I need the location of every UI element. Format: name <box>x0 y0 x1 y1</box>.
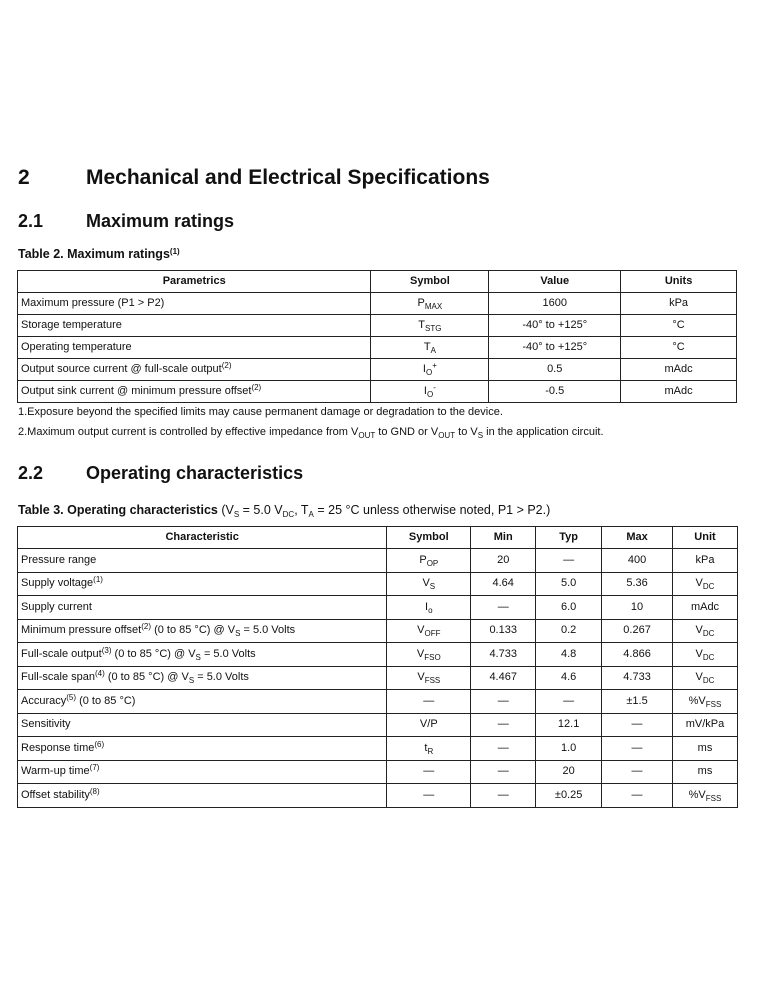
characteristic-name: Accuracy <box>21 694 67 707</box>
characteristic-name: Full-scale output <box>21 647 102 660</box>
subsection-heading-maximum-ratings <box>18 211 234 232</box>
unit-cell <box>673 596 738 620</box>
characteristic-condition: (0 to 85 °C) <box>76 694 136 707</box>
max-cell: 5.36 <box>602 572 673 596</box>
table2-footnote-1: 1.Exposure beyond the specified limits may cause permanent damage or degradation to the device. <box>18 406 503 418</box>
symbol-subscript: MAX <box>424 302 443 311</box>
characteristic-note: (7) <box>89 763 100 773</box>
table-row <box>18 293 737 315</box>
unit-subscript: FSS <box>705 699 722 709</box>
characteristic-note: (1) <box>93 575 103 585</box>
unit-subscript: DC <box>702 582 715 592</box>
units-cell: °C <box>621 315 737 337</box>
value-cell: -40° to +125° <box>489 337 621 359</box>
caption-subscript: S <box>233 510 240 519</box>
symbol-main: T <box>423 341 431 353</box>
characteristic-cell <box>18 760 387 784</box>
unit-main: %V <box>688 694 706 707</box>
characteristic-note: (5) <box>66 692 77 702</box>
typ-cell: 20 <box>536 760 602 784</box>
typ-cell: 1.0 <box>536 737 602 761</box>
footnote-text: 2.Maximum output current is controlled by effective impedance from V <box>18 426 359 438</box>
table-row <box>18 381 737 403</box>
parameter-cell <box>18 381 371 403</box>
section-heading <box>18 166 490 190</box>
symbol-cell <box>387 666 471 690</box>
unit-main: V <box>695 624 703 637</box>
table-row <box>18 596 738 620</box>
typ-cell: 5.0 <box>536 572 602 596</box>
table-row <box>18 359 737 381</box>
symbol-subscript: OP <box>426 558 439 568</box>
typ-cell: 12.1 <box>536 713 602 737</box>
subsection-number: 2.1 <box>18 211 44 231</box>
max-cell: — <box>602 713 673 737</box>
characteristic-note: (8) <box>89 786 100 796</box>
min-cell: — <box>471 760 536 784</box>
value-cell: 1600 <box>489 293 621 315</box>
unit-subscript: FSS <box>705 793 722 803</box>
unit-cell <box>673 784 738 808</box>
parameter-name: Storage temperature <box>21 319 122 331</box>
unit-cell <box>673 619 738 643</box>
symbol-subscript: FSS <box>424 676 441 686</box>
characteristic-subscript: S <box>188 676 195 686</box>
header-cell: Characteristic <box>18 527 387 549</box>
unit-main: mAdc <box>690 600 720 613</box>
max-cell: 4.866 <box>602 643 673 667</box>
symbol-cell <box>371 315 489 337</box>
symbol-main: V <box>417 624 425 637</box>
characteristic-cell <box>18 713 387 737</box>
unit-main: kPa <box>695 553 715 566</box>
characteristic-cell <box>18 690 387 714</box>
caption-subscript: DC <box>282 510 295 519</box>
table-row <box>18 572 738 596</box>
parameter-note: (2) <box>251 383 262 392</box>
min-cell: 4.467 <box>471 666 536 690</box>
header-cell: Typ <box>536 527 602 549</box>
characteristic-condition: = 5.0 Volts <box>194 671 249 684</box>
parameter-name: Maximum pressure (P1 > P2) <box>21 297 165 309</box>
unit-cell <box>673 572 738 596</box>
symbol-cell <box>387 596 471 620</box>
max-cell: 4.733 <box>602 666 673 690</box>
min-cell: — <box>471 596 536 620</box>
units-cell: kPa <box>621 293 737 315</box>
subsection-title: Operating characteristics <box>86 463 304 483</box>
table2-caption-text: Table 2. Maximum ratings <box>18 247 170 261</box>
footnote-text: in the application circuit. <box>483 426 604 438</box>
table-header-row <box>18 271 737 293</box>
typ-cell: 6.0 <box>536 596 602 620</box>
typ-cell: 4.8 <box>536 643 602 667</box>
characteristic-note: (3) <box>101 645 112 655</box>
characteristic-cell <box>18 784 387 808</box>
caption-text: = 25 °C unless otherwise noted, P1 > P2.) <box>313 503 551 517</box>
units-cell: mAdc <box>621 381 737 403</box>
characteristic-name: Offset stability <box>21 788 90 801</box>
header-cell: Value <box>489 271 621 293</box>
header-cell: Unit <box>673 527 738 549</box>
header-cell: Min <box>471 527 536 549</box>
symbol-superscript: - <box>433 383 436 392</box>
value-cell: -0.5 <box>489 381 621 403</box>
table-row <box>18 549 738 573</box>
max-cell: — <box>602 784 673 808</box>
characteristic-condition: = 5.0 Volts <box>240 624 296 637</box>
typ-cell: 0.2 <box>536 619 602 643</box>
symbol-main: V <box>416 647 425 660</box>
unit-main: %V <box>688 788 706 801</box>
subsection-title: Maximum ratings <box>86 211 235 231</box>
symbol-cell <box>387 737 471 761</box>
parameter-cell <box>18 337 371 359</box>
footnote-text: to V <box>455 426 478 438</box>
unit-cell <box>673 690 738 714</box>
symbol-cell <box>371 381 489 403</box>
table-row <box>18 315 737 337</box>
parameter-name: Operating temperature <box>21 341 132 353</box>
symbol-subscript: S <box>429 582 436 592</box>
unit-main: V <box>695 577 703 590</box>
characteristic-subscript: S <box>195 652 201 662</box>
unit-subscript: DC <box>702 676 715 686</box>
symbol-subscript: OFF <box>424 629 441 639</box>
value-cell: -40° to +125° <box>489 315 621 337</box>
symbol-subscript: O <box>426 390 434 399</box>
footnote-subscript: OUT <box>358 431 376 440</box>
symbol-cell <box>371 359 489 381</box>
characteristic-condition: (0 to 85 °C) @ V <box>111 647 196 660</box>
unit-main: V <box>695 647 703 660</box>
symbol-superscript: + <box>432 361 437 370</box>
parameter-cell <box>18 359 371 381</box>
table-row <box>18 737 738 761</box>
symbol-subscript: R <box>427 746 434 756</box>
symbol-main: P <box>417 297 425 309</box>
characteristic-condition: = 5.0 Volts <box>200 647 256 660</box>
table2-footnote-2 <box>18 426 604 438</box>
unit-subscript: DC <box>702 652 715 662</box>
characteristic-cell <box>18 737 387 761</box>
max-cell: 10 <box>602 596 673 620</box>
symbol-subscript: A <box>430 346 436 355</box>
symbol-cell <box>371 293 489 315</box>
table2-caption-note: (1) <box>169 247 180 256</box>
characteristic-cell <box>18 549 387 573</box>
characteristic-condition: (0 to 85 °C) @ V <box>104 671 189 684</box>
header-cell: Units <box>621 271 737 293</box>
characteristic-cell <box>18 643 387 667</box>
max-cell: — <box>602 737 673 761</box>
characteristic-cell <box>18 666 387 690</box>
symbol-subscript: FSO <box>424 652 441 662</box>
subsection-number: 2.2 <box>18 463 44 483</box>
min-cell: — <box>471 784 536 808</box>
typ-cell: — <box>536 690 602 714</box>
unit-main: V <box>695 671 703 684</box>
unit-cell <box>673 666 738 690</box>
table3-caption <box>18 503 550 517</box>
symbol-cell <box>387 572 471 596</box>
units-cell: °C <box>621 337 737 359</box>
caption-text: , T <box>294 503 309 517</box>
symbol-main: — <box>423 788 435 801</box>
caption-subscript: A <box>308 510 314 519</box>
unit-main: ms <box>697 765 713 778</box>
table3-caption-bold: Table 3. Operating characteristics <box>18 503 218 517</box>
symbol-cell <box>387 643 471 667</box>
symbol-main: I <box>425 600 429 613</box>
characteristic-name: Supply voltage <box>21 577 94 590</box>
characteristic-note: (4) <box>94 669 105 679</box>
characteristic-cell <box>18 596 387 620</box>
section-title: Mechanical and Electrical Specifications <box>86 166 490 189</box>
maximum-ratings-table <box>17 270 737 403</box>
symbol-main: V <box>417 671 425 684</box>
operating-characteristics-table <box>17 526 738 808</box>
unit-cell <box>673 643 738 667</box>
min-cell: 20 <box>471 549 536 573</box>
unit-main: ms <box>697 741 713 754</box>
typ-cell: 4.6 <box>536 666 602 690</box>
characteristic-note: (2) <box>141 622 152 632</box>
parameter-name: Output sink current @ minimum pressure offset <box>21 385 252 397</box>
subsection-heading-operating-characteristics <box>18 463 303 484</box>
symbol-main: V <box>422 577 430 590</box>
caption-text: = 5.0 V <box>239 503 283 517</box>
symbol-main: P <box>419 553 427 566</box>
characteristic-note: (6) <box>94 739 105 749</box>
symbol-main: I <box>423 385 427 397</box>
symbol-subscript: o <box>428 605 433 615</box>
footnote-text: to GND or V <box>375 426 439 438</box>
symbol-main: t <box>424 741 428 754</box>
characteristic-name: Sensitivity <box>21 718 71 731</box>
units-cell: mAdc <box>621 359 737 381</box>
parameter-note: (2) <box>221 361 232 370</box>
max-cell: ±1.5 <box>602 690 673 714</box>
symbol-subscript: STG <box>425 324 442 333</box>
min-cell: — <box>471 690 536 714</box>
typ-cell: ±0.25 <box>536 784 602 808</box>
unit-cell <box>673 549 738 573</box>
table-row <box>18 760 738 784</box>
min-cell: 0.133 <box>471 619 536 643</box>
header-cell: Parametrics <box>18 271 371 293</box>
characteristic-name: Minimum pressure offset <box>21 624 142 637</box>
symbol-cell <box>387 690 471 714</box>
characteristic-cell <box>18 572 387 596</box>
footnote-subscript: OUT <box>438 431 456 440</box>
symbol-cell <box>387 760 471 784</box>
characteristic-cell <box>18 619 387 643</box>
typ-cell: — <box>536 549 602 573</box>
unit-subscript: DC <box>702 629 715 639</box>
characteristic-name: Pressure range <box>21 553 97 566</box>
symbol-main: — <box>423 694 435 707</box>
parameter-cell <box>18 293 371 315</box>
unit-cell <box>673 760 738 784</box>
table-row <box>18 643 738 667</box>
symbol-main: I <box>422 363 426 375</box>
caption-text: (V <box>217 503 234 517</box>
header-cell: Symbol <box>371 271 489 293</box>
symbol-cell <box>387 784 471 808</box>
section-number: 2 <box>18 166 30 189</box>
characteristic-condition: (0 to 85 °C) @ V <box>151 624 236 637</box>
table-row <box>18 784 738 808</box>
header-cell: Max <box>602 527 673 549</box>
min-cell: 4.64 <box>471 572 536 596</box>
max-cell: 400 <box>602 549 673 573</box>
characteristic-name: Response time <box>21 741 95 754</box>
min-cell: — <box>471 713 536 737</box>
unit-cell <box>673 713 738 737</box>
max-cell: — <box>602 760 673 784</box>
characteristic-name: Warm-up time <box>21 765 90 778</box>
table-row <box>18 337 737 359</box>
value-cell: 0.5 <box>489 359 621 381</box>
symbol-main: V/P <box>419 718 438 731</box>
symbol-cell <box>387 619 471 643</box>
max-cell: 0.267 <box>602 619 673 643</box>
symbol-cell <box>371 337 489 359</box>
table-row <box>18 666 738 690</box>
table-row <box>18 713 738 737</box>
table-row <box>18 619 738 643</box>
symbol-subscript: O <box>425 368 433 377</box>
characteristic-name: Supply current <box>21 600 92 613</box>
symbol-main: — <box>423 765 435 778</box>
symbol-cell <box>387 549 471 573</box>
header-cell: Symbol <box>387 527 471 549</box>
unit-cell <box>673 737 738 761</box>
table2-caption <box>18 247 180 261</box>
table-header-row <box>18 527 738 549</box>
symbol-main: T <box>418 319 426 331</box>
characteristic-subscript: S <box>235 629 241 639</box>
min-cell: — <box>471 737 536 761</box>
characteristic-name: Full-scale span <box>21 671 95 684</box>
unit-main: mV/kPa <box>685 718 725 731</box>
symbol-cell <box>387 713 471 737</box>
parameter-name: Output source current @ full-scale output <box>21 363 222 375</box>
min-cell: 4.733 <box>471 643 536 667</box>
parameter-cell <box>18 315 371 337</box>
table-row <box>18 690 738 714</box>
footnote-subscript: S <box>477 431 484 440</box>
